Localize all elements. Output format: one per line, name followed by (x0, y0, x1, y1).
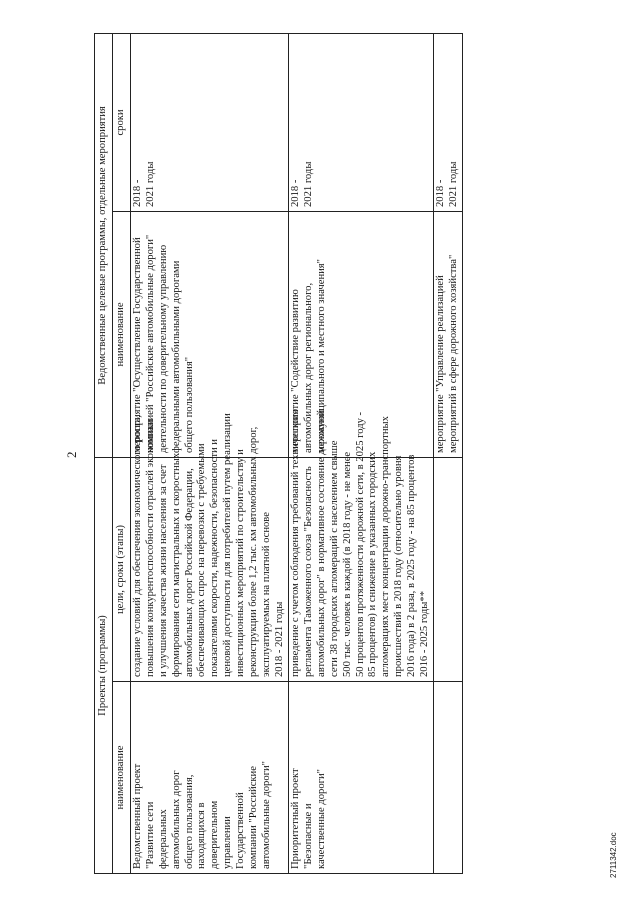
cell-line: реконструкции более 1,2 тыс. км автомобильных дорог, (248, 426, 260, 677)
cell-line: ценовой доступности для потребителей путем реализации (222, 413, 234, 677)
cell-line: автомобильных дорог (170, 770, 182, 869)
cell-line: Ведомственный проект (131, 763, 143, 869)
header-name2: наименование (112, 211, 130, 457)
cell-line: Приоритетный проект (289, 768, 301, 869)
cell-line: инвестиционных мероприятий по строительству и (235, 449, 247, 677)
cell-line: автомобильные дороги" (261, 761, 273, 869)
header-projects: Проекты (программы) (95, 457, 113, 873)
header-row-1 (95, 33, 113, 873)
project-cell (130, 682, 288, 874)
project-cell (288, 682, 433, 874)
cell-line: находящихся в (196, 802, 208, 869)
cell-line: 2016 - 2025 годы** (419, 590, 431, 677)
cell-line: повышения конкурентоспособности отраслей экономики (144, 419, 156, 677)
program-cell (130, 211, 288, 457)
header-terms: сроки (112, 33, 130, 211)
cell-line: федеральными автомобильными дорогами (170, 260, 182, 453)
cell-line: 2016 года) в 2 раза, в 2025 году - на 85 процентов (406, 454, 418, 677)
goals-cell (130, 413, 288, 681)
cell-line: 2021 годы (144, 161, 156, 207)
programs-table (94, 33, 463, 874)
cell-line: общего пользования" (183, 356, 195, 453)
cell-line: компании "Российские (248, 766, 260, 869)
cell-line: автомобильных дорог" в нормативное состояние дорожной (315, 409, 327, 677)
cell-line: агломерациях мест концентрации дорожно-транспортных (380, 416, 392, 677)
cell-line: 2021 годы (447, 161, 459, 207)
cell-line: 50 процентов протяженности дорожной сети, в 2025 году - (354, 411, 366, 677)
terms-cell (130, 33, 288, 211)
cell-line: сети 38 городских агломераций с населением свыше (328, 440, 340, 677)
header-departmental: Ведомственные целевые программы, отдельные мероприятия (95, 33, 113, 457)
terms-cell (288, 33, 433, 211)
cell-line: общего пользования, (183, 774, 195, 869)
cell-line: 2021 годы (302, 161, 314, 207)
goals-cell (288, 408, 433, 681)
cell-line: федеральных (157, 809, 169, 869)
table-body (130, 33, 462, 873)
cell-line: эксплуатируемых на платной основе (261, 512, 273, 677)
cell-line: 500 тыс. человек в каждой (в 2018 году - не менее (341, 451, 353, 677)
cell-line: мероприятие "Осуществление Государственной (131, 237, 143, 453)
cell-line: и улучшения качества жизни населения за счет (157, 464, 169, 677)
rotated-page (64, 26, 624, 878)
cell-line: качественные дороги" (315, 769, 327, 869)
cell-line: 2018 - 2021 годы (273, 601, 285, 677)
header-goals: цели, сроки (этапы) (112, 457, 130, 681)
cell-line: регламента Таможенного союза "Безопасность (302, 466, 314, 677)
goals-cell (434, 457, 463, 681)
cell-line: "Развитие сети (144, 801, 156, 869)
cell-line: мероприятие "Управление реализацией (435, 275, 447, 453)
table-row (130, 33, 288, 873)
header-row-2 (112, 33, 130, 873)
cell-line: деятельности по доверительному управлению (157, 244, 169, 453)
terms-cell (434, 33, 463, 211)
cell-line: межмуниципального и местного значения" (315, 258, 327, 453)
cell-line: доверительном (209, 800, 221, 869)
page-number: 2 (64, 451, 79, 458)
table-row (288, 33, 433, 873)
document-id: 2711342.doc (609, 832, 618, 878)
cell-line: управлении (222, 816, 234, 869)
cell-line: создание условий для обеспечения экономического роста, (131, 415, 143, 677)
cell-line: 2018 - (131, 179, 143, 207)
program-cell (434, 211, 463, 457)
table-row (434, 33, 463, 873)
cell-line: мероприятие "Содействие развитию (289, 289, 301, 453)
cell-line: приведение с учетом соблюдения требований технического (289, 408, 301, 677)
cell-line: 2018 - (435, 179, 447, 207)
cell-line: автомобильных дорог Российской Федерации, (183, 468, 195, 677)
cell-line: 2018 - (289, 179, 301, 207)
cell-line: происшествий в 2018 году (относительно уровня (393, 455, 405, 677)
cell-line: автомобильных дорог регионального, (302, 282, 314, 453)
header-name: наименование (112, 682, 130, 874)
project-cell (434, 682, 463, 874)
cell-line: "Безопасные и (302, 803, 314, 869)
cell-line: 85 процентов) и снижение в указанных городских (367, 451, 379, 677)
cell-line: формирования сети магистральных и скоростных (170, 452, 182, 677)
cell-line: показателями скорости, надежности, безопасности и (209, 439, 221, 677)
cell-line: мероприятий в сфере дорожного хозяйства" (447, 254, 459, 453)
cell-line: компанией "Российские автомобильные дороги" (144, 234, 156, 453)
cell-line: Государственной (235, 792, 247, 869)
cell-line: обеспечивающих спрос на перевозки с требуемыми (196, 443, 208, 677)
